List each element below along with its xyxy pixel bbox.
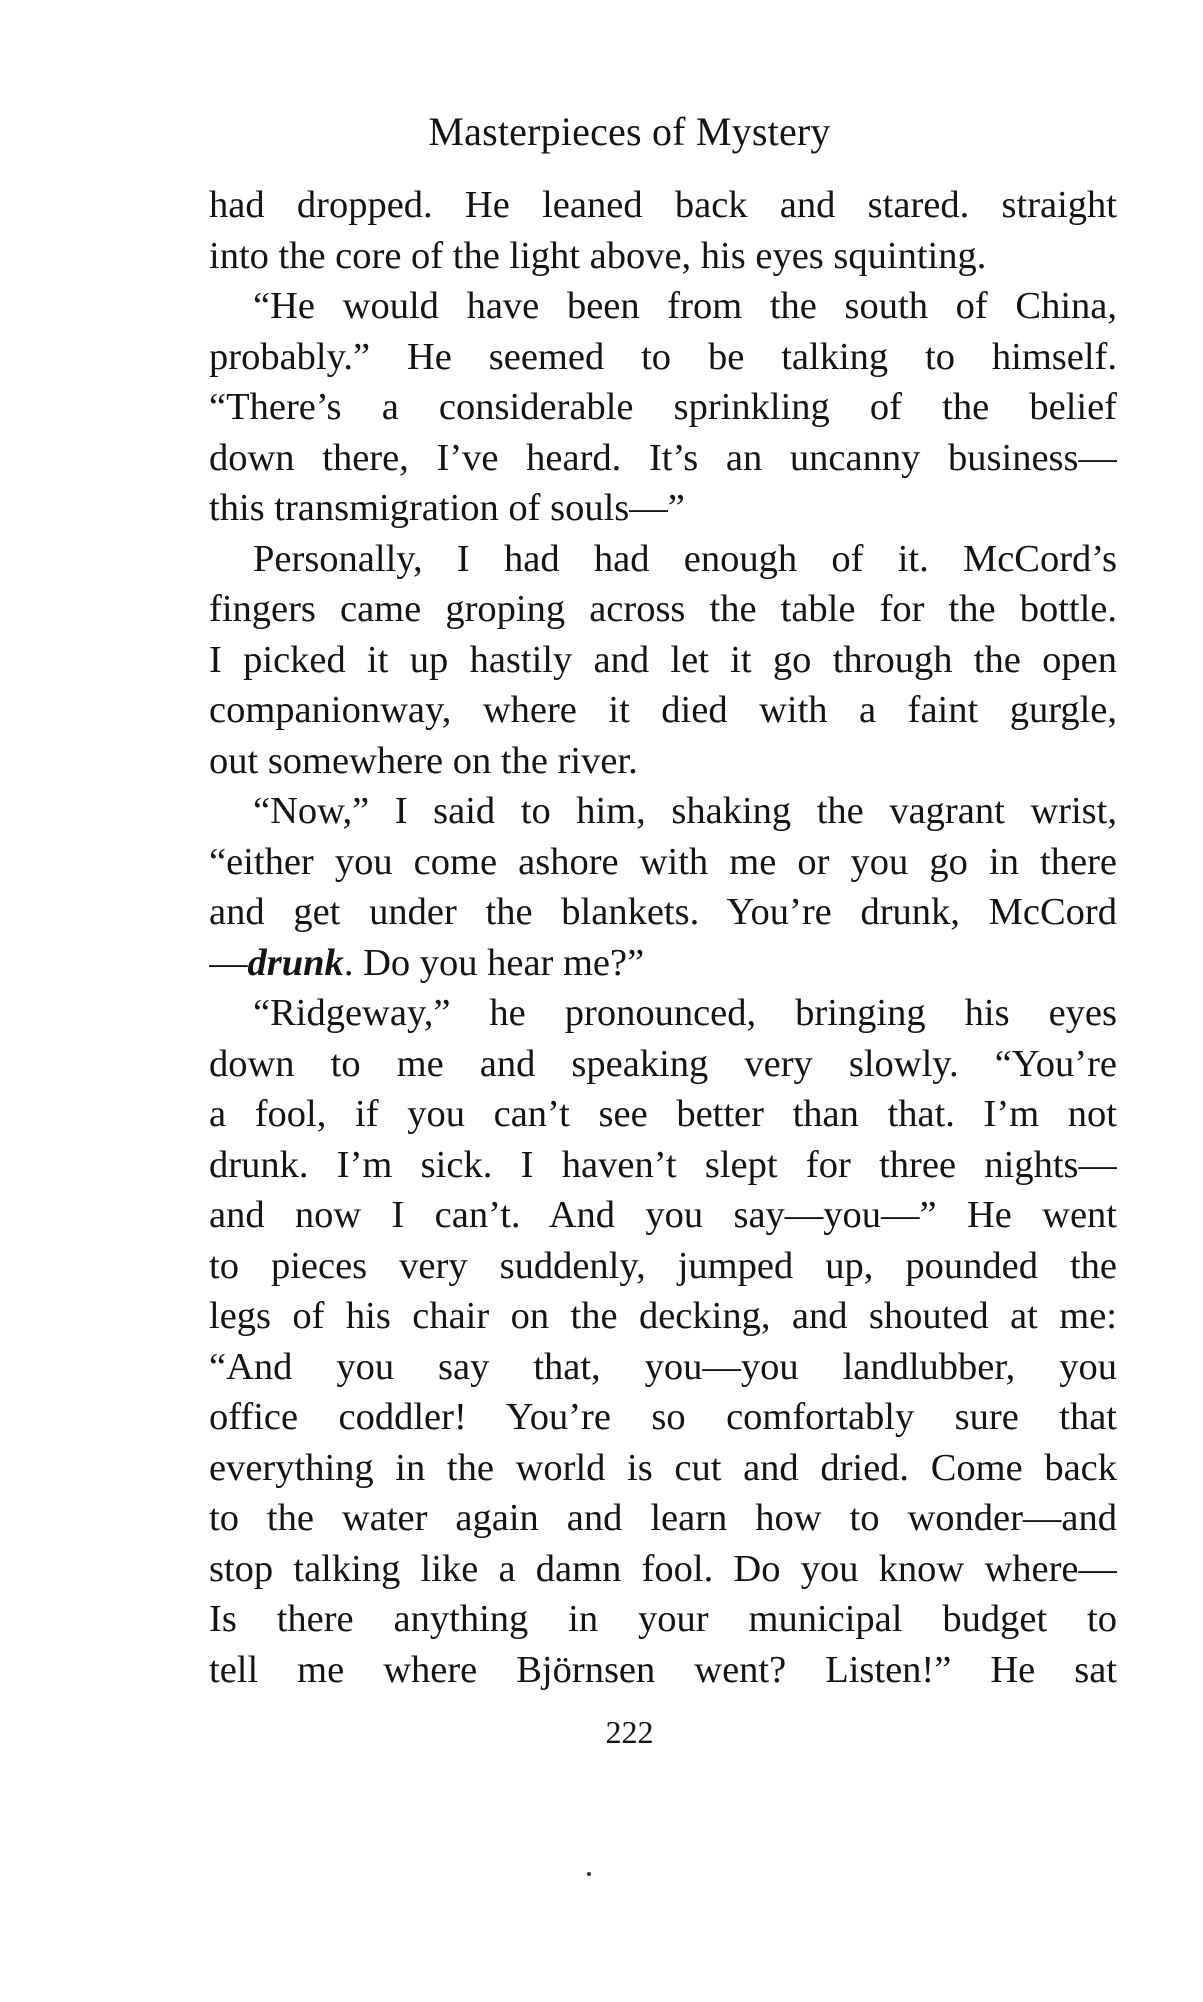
- text-line: tell me where Björnsen went? Listen!” He sat: [209, 1648, 1117, 1691]
- text-line: into the core of the light above, his eyes squinting.: [209, 234, 987, 277]
- text-line: “He would have been from the south of China,: [253, 285, 1117, 327]
- text-line: I picked it up hastily and let it go through the open: [209, 638, 1117, 681]
- page-number: 222: [605, 1714, 654, 1750]
- text-line: Personally, I had had enough of it. McCord’s: [253, 537, 1117, 580]
- text-line: drunk. I’m sick. I haven’t slept for three nights—: [209, 1143, 1117, 1186]
- italic-emphasis: drunk: [247, 941, 344, 984]
- text-line: down to me and speaking very slowly. “You’re: [209, 1042, 1117, 1085]
- text-line: legs of his chair on the decking, and shouted at me:: [209, 1295, 1117, 1337]
- text-line: —drunk. Do you hear me?”: [209, 941, 645, 984]
- text-line: everything in the world is cut and dried. Come back: [209, 1446, 1117, 1489]
- text-line: Is there anything in your municipal budget to: [209, 1598, 1117, 1640]
- text-line: “Now,” I said to him, shaking the vagrant wrist,: [253, 790, 1117, 832]
- ink-speck: [587, 1872, 591, 1876]
- text-line: and now I can’t. And you say—you—” He went: [209, 1194, 1117, 1236]
- text-line: fingers came groping across the table for the bottle.: [209, 588, 1117, 630]
- text-line: had dropped. He leaned back and stared. straight: [209, 184, 1117, 226]
- text-line: to the water again and learn how to wonder—and: [209, 1497, 1117, 1539]
- text-line: a fool, if you can’t see better than that. I’m not: [209, 1093, 1117, 1135]
- text-line: out somewhere on the river.: [209, 739, 638, 782]
- text-line: office coddler! You’re so comfortably sure that: [209, 1396, 1117, 1438]
- text-line: probably.” He seemed to be talking to himself.: [209, 335, 1117, 378]
- text-line: “There’s a considerable sprinkling of the belief: [209, 386, 1117, 428]
- text-line: “And you say that, you—you landlubber, you: [209, 1345, 1117, 1388]
- text-line: companionway, where it died with a faint gurgle,: [209, 689, 1117, 731]
- text-line: “Ridgeway,” he pronounced, bringing his eyes: [253, 992, 1117, 1034]
- body-text: [209, 180, 1117, 1695]
- text-line: to pieces very suddenly, jumped up, pounded the: [209, 1244, 1117, 1287]
- running-head: Masterpieces of Mystery: [428, 109, 831, 154]
- text-line: stop talking like a damn fool. Do you know where—: [209, 1547, 1117, 1590]
- text-line: down there, I’ve heard. It’s an uncanny business—: [209, 436, 1117, 479]
- text-line: and get under the blankets. You’re drunk, McCord: [209, 891, 1117, 933]
- text-line: “either you come ashore with me or you go in there: [209, 840, 1117, 883]
- text-line: this transmigration of souls—”: [209, 487, 685, 529]
